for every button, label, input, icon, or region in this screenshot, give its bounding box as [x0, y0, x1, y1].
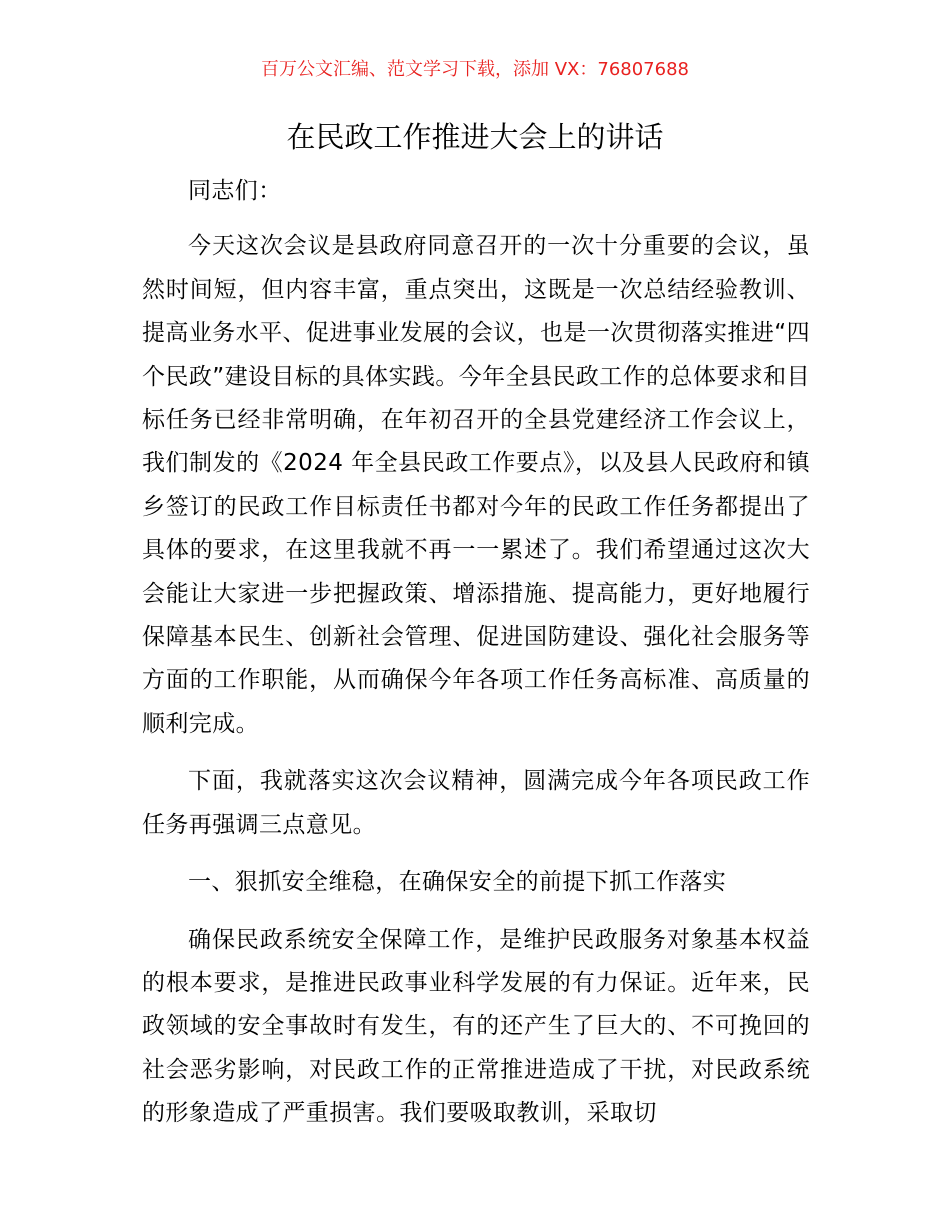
page-title: 在民政工作推进大会上的讲话: [286, 120, 664, 154]
paragraph-transition: 下面，我就落实这次会议精神，圆满完成今年各项民政工作任务再强调三点意见。: [142, 768, 810, 838]
document-body: [142, 170, 810, 1150]
paragraph-opening: 今天这次会议是县政府同意召开的一次十分重要的会议，虽然时间短，但内容丰富，重点突出，这既是一次总结经验教训、提高业务水平、促进事业发展的会议，也是一次贯彻落实推进“四个民政”建设目标的具体实践。今年全县民政工作的总体要求和目标任务已经非常明确，在年初召开的全县党建经济工作会议上，我们制发的《2024 年全县民政工作要点》，以及县人民政府和镇乡签订的民政工作目标责任书都对今年的民政工作任务都提出了具体的要求，在这里我就不再一一累述了。我们希望通过这次大会能让大家进一步把握政策、增添措施、提高能力，更好地履行保障基本民生、创新社会管理、促进国防建设、强化社会服务等方面的工作职能，从而确保今年各项工作任务高标准、高质量的顺利完成。: [142, 233, 810, 737]
section-heading-1: 一、狠抓安全维稳，在确保安全的前提下抓工作落实: [188, 869, 727, 896]
header-promo-text: 百万公文汇编、范文学习下载，添加 VX：76807688: [261, 59, 689, 80]
salutation: 同志们：: [188, 178, 282, 204]
paragraph-section-1: 确保民政系统安全保障工作，是维护民政服务对象基本权益的根本要求，是推进民政事业科学发展的有力保证。近年来，民政领域的安全事故时有发生，有的还产生了巨大的、不可挽回的社会恶劣影响，对民政工作的正常推进造成了干扰，对民政系统的形象造成了严重损害。我们要吸取教训，采取切: [142, 926, 810, 1127]
